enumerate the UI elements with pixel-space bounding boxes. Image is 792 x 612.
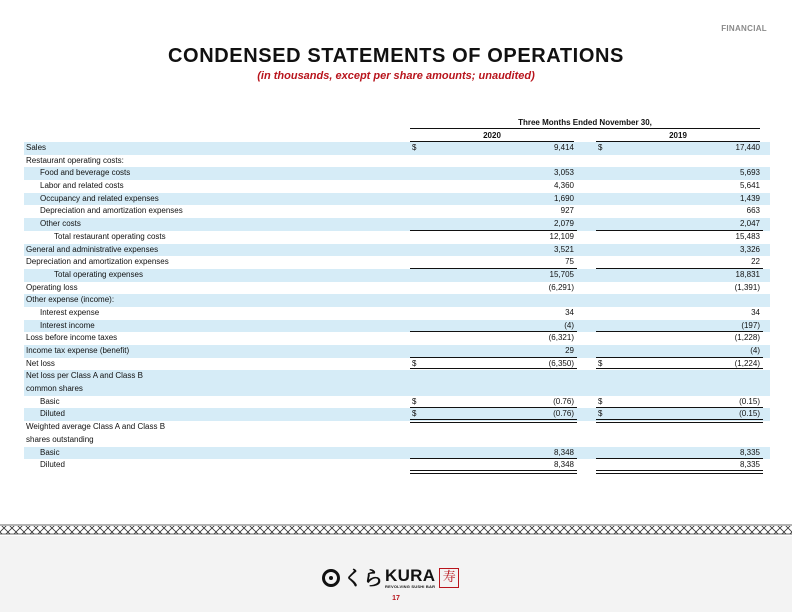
table-row (24, 434, 770, 447)
value-2020: 8,348 (410, 459, 574, 472)
value-2020: (0.76) (410, 408, 574, 421)
page-title: CONDENSED STATEMENTS OF OPERATIONS (168, 45, 624, 67)
table-row (24, 205, 770, 218)
value-2019: 5,641 (739, 181, 760, 191)
table-row (24, 332, 770, 345)
row-label: Other expense (income): (26, 295, 115, 305)
row-label: Weighted average Class A and Class B (26, 422, 166, 432)
value-2020: 75 (410, 256, 574, 269)
table-row (24, 320, 770, 333)
table-row (24, 307, 770, 320)
page-subtitle: (in thousands, except per share amounts; unaudited) (257, 70, 535, 82)
value-2019: 17,440 (735, 143, 760, 152)
table-row (24, 370, 770, 383)
row-label: Loss before income taxes (26, 333, 118, 343)
value-2019: 15,483 (735, 231, 760, 241)
value-2019: 2,047 (596, 218, 760, 231)
table-row (24, 231, 770, 244)
value-2019: 1,439 (739, 193, 760, 203)
row-label: Diluted (40, 409, 65, 419)
row-label: Operating loss (26, 282, 78, 292)
currency-symbol: $ (598, 143, 603, 152)
value-2020: 927 (560, 206, 574, 216)
value-2020: (6,291) (548, 282, 574, 292)
value-2020: 9,414 (553, 143, 574, 152)
value-2019: (0.15) (596, 408, 760, 421)
value-2019: (1,224) (596, 358, 760, 371)
row-label: Depreciation and amortization expenses (40, 206, 183, 216)
logo-tagline: REVOLVING SUSHI BAR (385, 583, 436, 589)
value-2020: 3,053 (553, 168, 574, 178)
table-row (24, 180, 770, 193)
table-row (24, 396, 770, 409)
value-2020: (6,350) (410, 358, 574, 371)
table-row (24, 447, 770, 460)
value-2020: 34 (565, 307, 574, 317)
table-row (24, 256, 770, 269)
logo-kana: くら (343, 566, 383, 590)
row-label: Net loss (26, 358, 55, 368)
value-2019: 663 (746, 206, 760, 216)
value-2019: 3,326 (739, 244, 760, 254)
table-row (24, 294, 770, 307)
row-label: common shares (26, 384, 83, 394)
value-2019: 8,335 (596, 447, 760, 460)
company-logo (322, 566, 459, 590)
row-label: shares outstanding (26, 434, 94, 444)
row-label: Food and beverage costs (40, 168, 131, 178)
value-2020: 1,690 (553, 193, 574, 203)
row-label: Total restaurant operating costs (54, 231, 166, 241)
currency-symbol: $ (412, 358, 417, 368)
table-row (24, 345, 770, 358)
currency-symbol: $ (598, 358, 603, 368)
value-2019: (0.15) (596, 396, 760, 409)
value-2019: (197) (596, 320, 760, 333)
table-row (24, 218, 770, 231)
value-2020: 15,705 (549, 269, 574, 279)
row-label: Occupancy and related expenses (40, 193, 159, 203)
currency-symbol: $ (412, 143, 417, 152)
currency-symbol: $ (412, 396, 417, 406)
row-label: Depreciation and amortization expenses (26, 257, 169, 267)
value-2020: 4,360 (553, 181, 574, 191)
table-row (24, 167, 770, 180)
currency-symbol: $ (412, 409, 417, 419)
row-label: Labor and related costs (40, 181, 124, 191)
column-header-2019: 2019 (596, 131, 760, 142)
value-2019: (4) (596, 345, 760, 358)
financial-table (24, 142, 770, 472)
value-2020: 2,079 (410, 218, 574, 231)
page-number: 17 (392, 595, 400, 602)
value-2019: (1,391) (734, 282, 760, 292)
column-header-2020: 2020 (410, 131, 574, 142)
logo-seal-icon: 寿 (439, 568, 459, 588)
table-row (24, 408, 770, 421)
value-2020: (0.76) (410, 396, 574, 409)
value-2020: 8,348 (410, 447, 574, 460)
row-label: Restaurant operating costs: (26, 155, 124, 165)
period-header: Three Months Ended November 30, (410, 118, 760, 129)
logo-circle-icon (322, 569, 340, 587)
table-row (24, 244, 770, 257)
value-2020: (4) (410, 320, 574, 333)
value-2020: 12,109 (549, 231, 574, 241)
value-2020: 3,521 (553, 244, 574, 254)
row-label: Net loss per Class A and Class B (26, 371, 143, 381)
row-label: Basic (40, 447, 60, 457)
decorative-divider (0, 524, 792, 536)
table-row (24, 358, 770, 371)
row-label: Basic (40, 396, 60, 406)
row-label: Total operating expenses (54, 269, 143, 279)
table-row (24, 383, 770, 396)
value-2019: 8,335 (596, 459, 760, 472)
row-label: General and administrative expenses (26, 244, 159, 254)
row-label: Other costs (40, 219, 81, 229)
row-label: Interest income (40, 320, 95, 330)
table-row (24, 155, 770, 168)
table-row (24, 282, 770, 295)
row-label: Sales (26, 143, 47, 152)
row-label: Interest expense (40, 307, 100, 317)
currency-symbol: $ (598, 396, 603, 406)
value-2020: 29 (410, 345, 574, 358)
row-label: Income tax expense (benefit) (26, 346, 130, 355)
value-2020: (6,321) (548, 333, 574, 343)
value-2019: 18,831 (735, 269, 760, 279)
value-2019: (1,228) (734, 333, 760, 343)
value-2019: 34 (751, 307, 760, 317)
section-label: FINANCIAL (721, 24, 767, 33)
value-2019: 22 (596, 256, 760, 269)
table-row (24, 142, 770, 155)
table-row (24, 421, 770, 434)
logo-wordmark: KURA (385, 565, 436, 585)
currency-symbol: $ (598, 409, 603, 419)
value-2019: 5,693 (739, 168, 760, 178)
table-row (24, 193, 770, 206)
row-label: Diluted (40, 460, 65, 470)
table-row (24, 459, 770, 472)
table-row (24, 269, 770, 282)
